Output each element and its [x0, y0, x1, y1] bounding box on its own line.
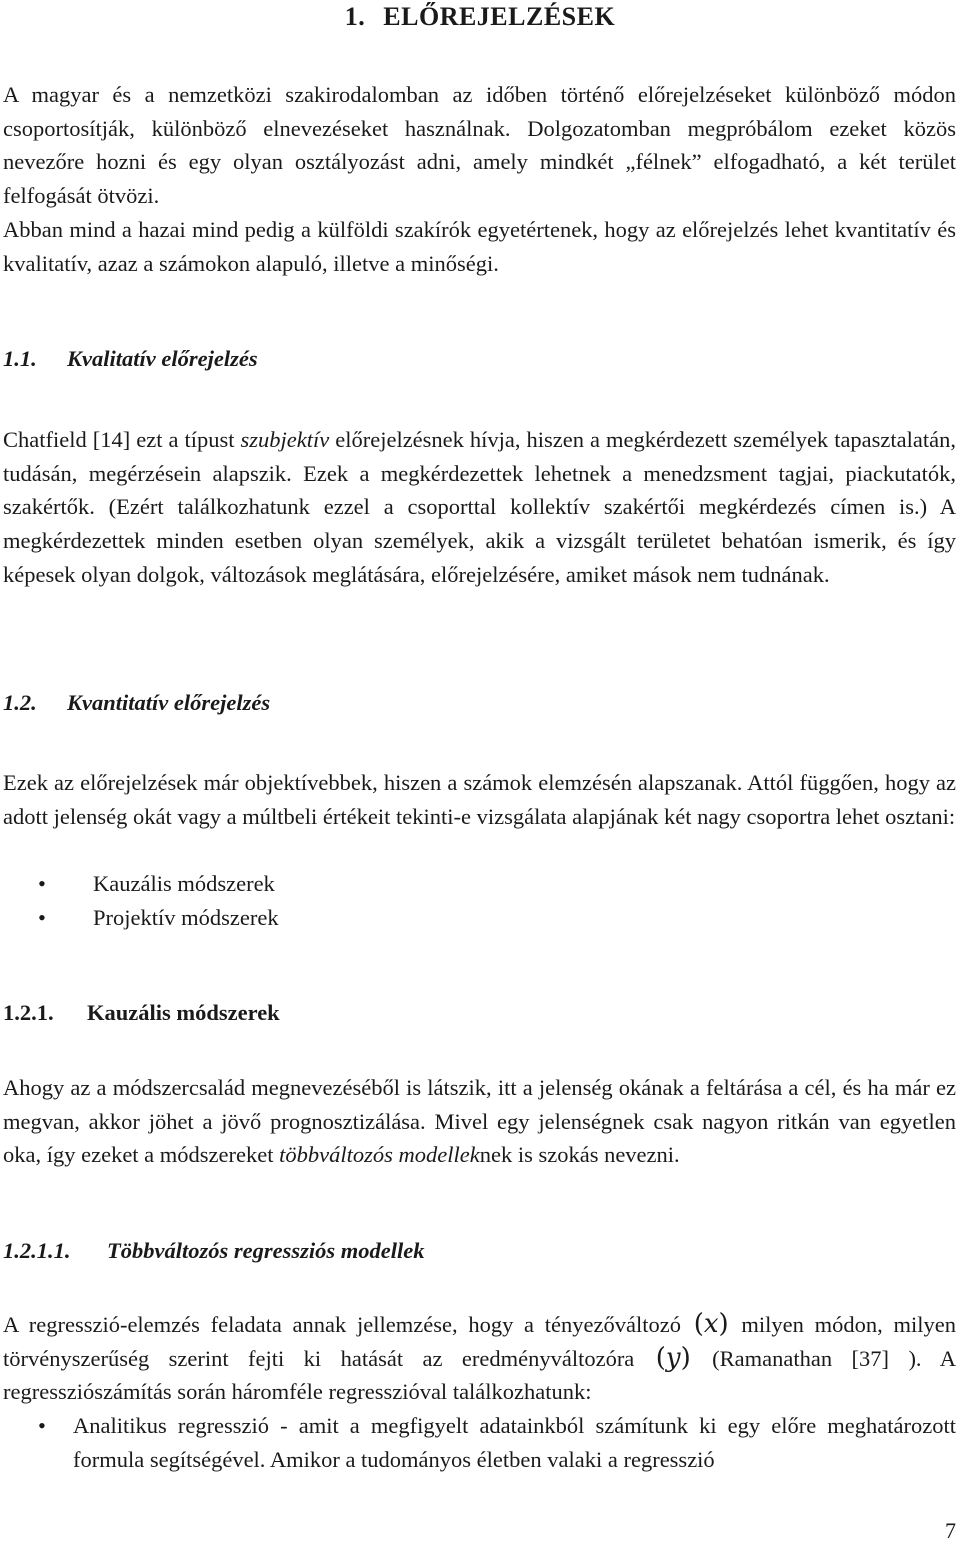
intro-paragraph-2: Abban mind a hazai mind pedig a külföldi szakírók egyetértenek, hogy az előrejelzés lehet kvantitatív és kvalitatív, azaz a számokon alapuló, illetve a minőségi.	[3, 217, 956, 276]
list-item	[3, 901, 956, 935]
section-heading-1-2	[3, 686, 956, 719]
section-heading-1-1	[3, 342, 956, 375]
section-title: Többváltozós regressziós modellek	[107, 1238, 425, 1263]
list-item-text: Projektív módszerek	[93, 904, 279, 930]
text-run: (Ramanathan [37] ). A regressziószámítás során háromféle regresszióval találkozhatunk:	[3, 1345, 956, 1405]
intro-paragraph-1: A magyar és a nemzetközi szakirodalomban az időben történő előrejelzéseket különböző módon csoportosítják, különböző elnevezéseket használnak. Dolgozatomban megpróbálom ezeket közös nevezőre hozni és egy olyan osztályozást adni, amely mindkét „félnek” elfogadható, a két terület felfogását ötvözi.	[3, 82, 956, 209]
text-run: előrejelzésnek hívja, hiszen a megkérdezett személyek tapasztalatán, tudásán, megérzésein alapszik. Ezek a megkérdezettek lehetnek a menedzsment tagjai, piackutatók, szakértők. (Ezért találkozhatunk ezzel a csoporttal kollektív szakértői megkérdezés címen is.) A megkérdezettek minden esetben olyan személyek, akik a vizsgált területet behatóan ismerik, és így képesek olyan dolgok, változások meglátására, előrejelzésére, amiket mások nem tudnának.	[3, 427, 956, 587]
variable-y: (y)	[655, 1342, 691, 1373]
text-run: nek is szokás nevezni.	[479, 1142, 680, 1168]
bullet-marker: •	[38, 1413, 46, 1438]
section-1-2-paragraph: Ezek az előrejelzések már objektívebbek, hiszen a számok elemzésén alapszanak. Attól függően, hogy az adott jelenség okát vagy a múltbeli értékeit tekinti-e vizsgálata alapjának két nagy csoportra lehet osztani:	[3, 770, 956, 829]
section-title: Kvalitatív előrejelzés	[67, 346, 258, 371]
list-item-text: Analitikus regresszió - amit a megfigyelt adatainkból számítunk ki egy előre meghatározott formula segítségével. Amikor a tudományos életben valaki a regresszió	[73, 1413, 956, 1472]
section-heading-1-2-1	[3, 996, 956, 1029]
section-1-2-1-1-paragraph	[3, 1308, 956, 1409]
page-number: 7	[945, 1518, 956, 1543]
section-title: Kvantitatív előrejelzés	[67, 690, 271, 715]
chapter-heading	[0, 2, 960, 32]
method-list	[3, 867, 956, 934]
text-run: Chatfield [14] ezt a típust	[3, 427, 241, 452]
section-title: Kauzális módszerek	[87, 1000, 280, 1025]
text-run: milyen módon, milyen törvényszerűség szerint fejti ki hatását az eredményváltozóra	[3, 1312, 956, 1371]
regression-list	[3, 1409, 956, 1476]
section-number: 1.2.	[3, 690, 37, 715]
section-1-1-paragraph	[3, 423, 956, 592]
section-number: 1.2.1.	[3, 1000, 54, 1025]
text-run: Ahogy az a módszercsalád megnevezéséből is látszik, itt a jelenség okának a feltárása a cél, és ha már ez megvan, akkor jöhet a jövő prognosztizálása. Mivel egy jelenségnek csak nagyon ritkán van egyetlen oka, így ezeket a módszereket	[3, 1075, 956, 1168]
emphasis-text: többváltozós modellek	[279, 1142, 480, 1168]
chapter-number: 1.	[344, 2, 366, 31]
section-number: 1.2.1.1.	[3, 1238, 71, 1263]
text-run: A regresszió-elemzés feladata annak jellemzése, hogy a tényezőváltozó	[3, 1312, 692, 1337]
section-1-2-1-paragraph	[3, 1071, 956, 1172]
list-item	[3, 1409, 956, 1476]
bullet-marker: •	[38, 871, 46, 896]
emphasis-text: szubjektív	[240, 427, 330, 452]
chapter-title: ELŐREJELZÉSEK	[383, 2, 616, 31]
variable-x: (x)	[693, 1309, 729, 1339]
list-item-text: Kauzális módszerek	[93, 871, 275, 896]
list-item	[3, 867, 956, 901]
section-heading-1-2-1-1	[3, 1234, 956, 1267]
bullet-marker: •	[38, 904, 46, 930]
section-number: 1.1.	[3, 346, 37, 371]
